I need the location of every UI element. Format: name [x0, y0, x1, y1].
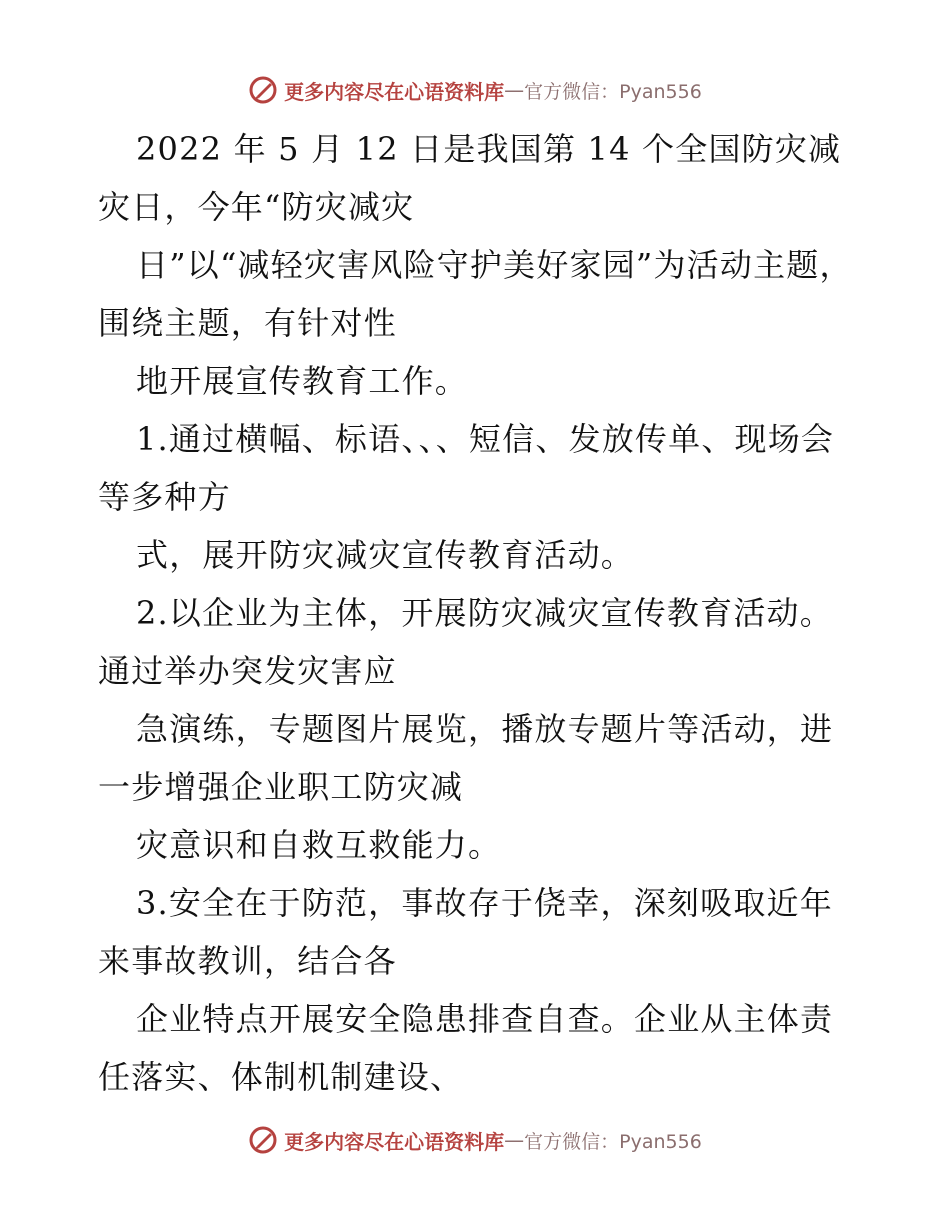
paragraph: 灾意识和自救互救能力。	[136, 826, 502, 864]
paragraph: 急演练，专题图片展览，播放专题片等活动，进一步增强企业职工防灾减	[98, 710, 834, 806]
paragraph: 企业特点开展安全隐患排查自查。企业从主体责任落实、体制机制建设、	[98, 1000, 834, 1096]
banner-dash: —	[504, 1128, 525, 1152]
banner-promo-text: 更多内容尽在心语资料库	[284, 1129, 505, 1154]
quill-pen-logo-icon	[248, 75, 278, 105]
header-banner	[0, 70, 950, 110]
document-body	[98, 120, 858, 1106]
banner-dash: —	[504, 78, 525, 102]
paragraph: 式，展开防灾减灾宣传教育活动。	[136, 536, 635, 574]
paragraph: 地开展宣传教育工作。	[136, 362, 469, 400]
paragraph: 3.安全在于防范，事故存于侥幸，深刻吸取近年来事故教训，结合各	[98, 884, 833, 980]
paragraph: 1.通过横幅、标语、、、短信、发放传单、现场会等多种方	[98, 420, 835, 516]
banner-wechat-text: 官方微信：Pyan556	[524, 1130, 702, 1153]
banner-wechat-text: 官方微信：Pyan556	[524, 80, 702, 103]
paragraph: 2.以企业为主体，开展防灾减灾宣传教育活动。通过举办突发灾害应	[98, 594, 833, 690]
banner-promo-text: 更多内容尽在心语资料库	[284, 79, 505, 104]
quill-pen-logo-icon	[248, 1125, 278, 1155]
footer-banner	[0, 1120, 950, 1160]
paragraph: 日”以“减轻灾害风险守护美好家园”为活动主题，围绕主题，有针对性	[98, 246, 853, 342]
paragraph: 2022 年 5 月 12 日是我国第 14 个全国防灾减灾日，今年“防灾减灾	[98, 130, 842, 226]
